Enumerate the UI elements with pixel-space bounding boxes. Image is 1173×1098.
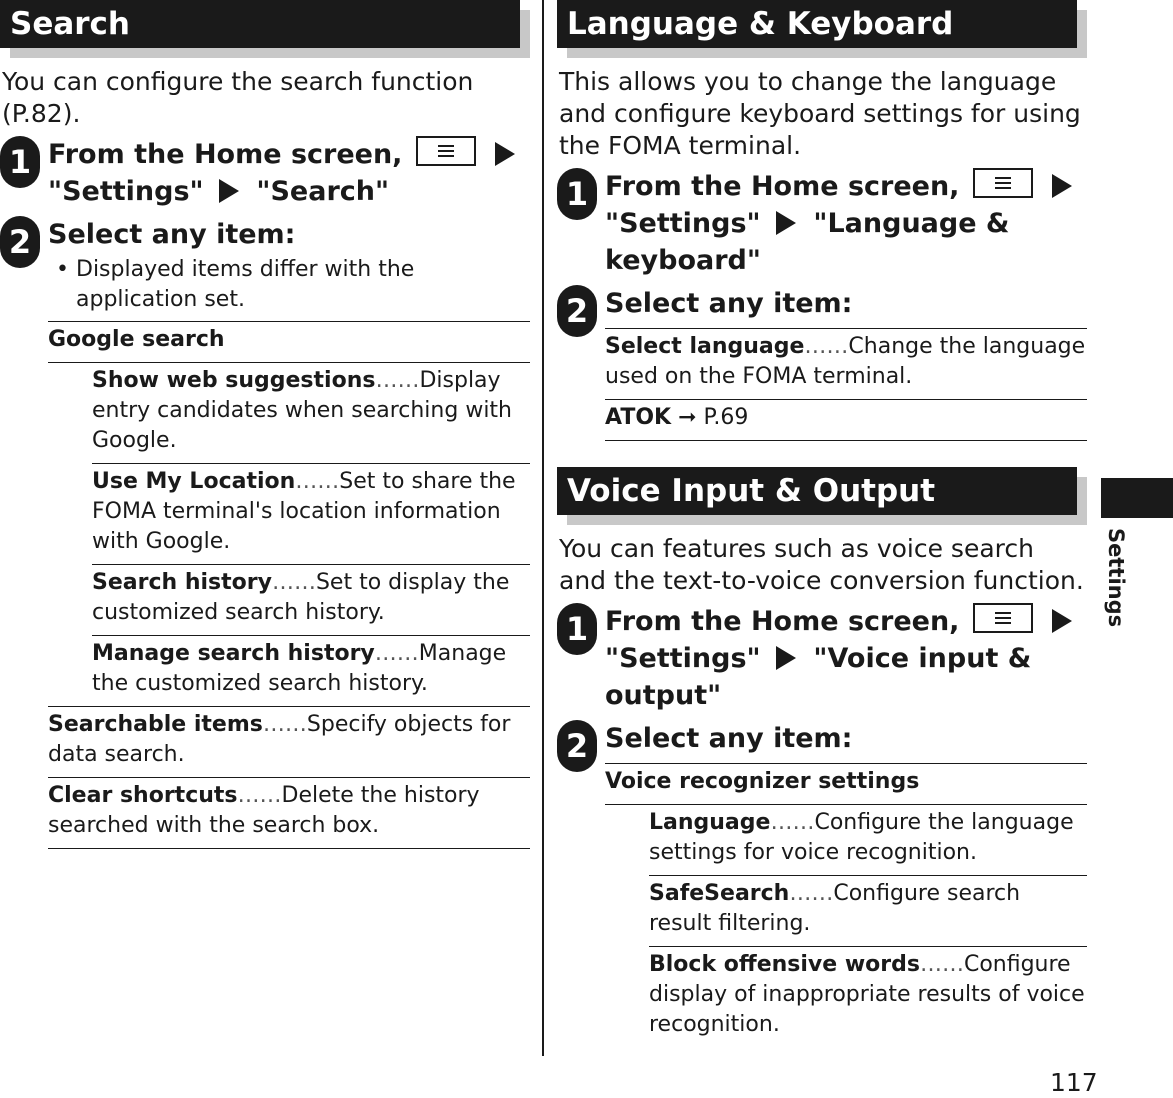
step-target: "Search" (256, 176, 390, 207)
search-step-2 (0, 216, 530, 849)
google-search-group (48, 322, 530, 707)
list-item: Show web suggestions……Display entry candidates when searching with Google. (92, 363, 530, 464)
page-number: 117 (1050, 1068, 1098, 1097)
list-item: Select language……Change the language used on the FOMA terminal. (605, 329, 1087, 400)
step-title: Select any item: (48, 219, 296, 250)
step-target: "Language & keyboard" (605, 208, 1010, 276)
voice-step-2 (557, 720, 1087, 1047)
voice-title: Voice Input & Output (557, 467, 1077, 515)
language-keyboard-section (557, 0, 1087, 441)
arrow-right-icon (1052, 609, 1072, 633)
list-item: Use My Location……Set to share the FOMA terminal's location information with Google. (92, 464, 530, 565)
step-title: Select any item: (605, 723, 853, 754)
step-number-icon: 1 (0, 136, 40, 188)
side-section-label: Settings (1104, 528, 1128, 628)
list-item: Clear shortcuts……Delete the history searched with the search box. (48, 778, 530, 849)
bullet-note: • Displayed items differ with the application set. (56, 257, 415, 312)
step-settings: "Settings" (48, 176, 204, 207)
step-number-icon: 2 (0, 216, 40, 268)
step-settings: "Settings" (605, 643, 761, 674)
arrow-right-icon (1052, 174, 1072, 198)
list-item: Searchable items……Specify objects for data search. (48, 707, 530, 778)
list-item: Language……Configure the language settings for voice recognition. (649, 805, 1087, 876)
group-title: Google search (48, 322, 530, 363)
list-item: Manage search history……Manage the customized search history. (92, 641, 507, 696)
step-text: From the Home screen, (48, 139, 403, 170)
language-step-1 (557, 168, 1087, 279)
step-number-icon: 2 (557, 720, 597, 772)
voice-header (557, 467, 1087, 525)
voice-step-1 (557, 603, 1087, 714)
language-step-2 (557, 285, 1087, 441)
menu-key-icon (416, 136, 476, 166)
column-divider (542, 0, 544, 1056)
voice-section (557, 467, 1087, 1047)
search-section (0, 0, 530, 849)
search-step-1 (0, 136, 530, 210)
voice-intro: You can features such as voice search and the text-to-voice conversion function. (559, 534, 1084, 595)
arrow-right-icon (219, 179, 239, 203)
step-title: Select any item: (605, 288, 853, 319)
arrow-right-icon (776, 211, 796, 235)
step-text: From the Home screen, (605, 606, 960, 637)
step-settings: "Settings" (605, 208, 761, 239)
section-index-tab (1101, 478, 1173, 518)
step-number-icon: 1 (557, 603, 597, 655)
step-text: From the Home screen, (605, 171, 960, 202)
arrow-right-icon (495, 142, 515, 166)
search-intro: You can configure the search function (P.82). (2, 67, 474, 128)
search-item-list (48, 321, 530, 849)
list-item: Block offensive words……Configure display of inappropriate results of voice recognition. (649, 952, 1085, 1037)
bullet-icon: • (56, 257, 69, 282)
menu-key-icon (973, 168, 1033, 198)
list-item: Search history……Set to display the customized search history. (92, 565, 530, 636)
step-number-icon: 2 (557, 285, 597, 337)
arrow-right-icon (776, 646, 796, 670)
step-number-icon: 1 (557, 168, 597, 220)
list-item: ATOK ➞ P.69 (605, 400, 1087, 441)
language-header (557, 0, 1087, 58)
menu-key-icon (973, 603, 1033, 633)
language-intro: This allows you to change the language and configure keyboard settings for using the FOMA terminal. (559, 67, 1081, 160)
group-title: Voice recognizer settings (605, 764, 1087, 805)
language-title: Language & Keyboard (557, 0, 1077, 48)
search-title: Search (0, 0, 520, 48)
language-item-list (605, 328, 1087, 441)
list-item: SafeSearch……Configure search result filtering. (649, 876, 1087, 947)
step-target: "Voice input & output" (605, 643, 1032, 711)
voice-item-list (605, 763, 1087, 1047)
right-column (557, 0, 1087, 1047)
voice-recognizer-group (605, 764, 1087, 1047)
search-header (0, 0, 530, 58)
